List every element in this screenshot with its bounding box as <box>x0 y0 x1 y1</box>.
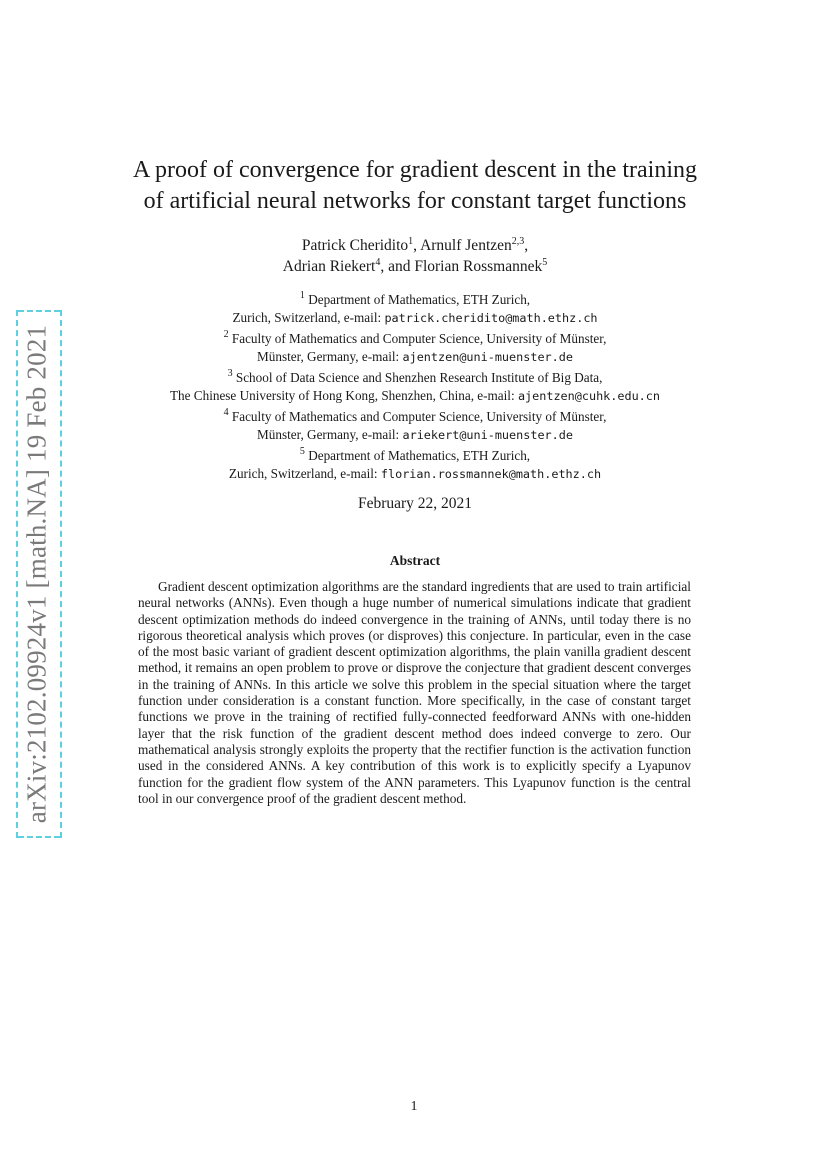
affiliation-4 <box>120 408 710 444</box>
author-separator: , <box>413 237 421 254</box>
affiliation-1 <box>120 291 710 327</box>
affiliation-number: 5 <box>299 446 305 457</box>
affiliation-location: Zurich, Switzerland, e-mail: <box>228 466 381 481</box>
affiliation-line: Faculty of Mathematics and Computer Science, University of Münster, <box>231 409 607 424</box>
affiliation-5 <box>120 447 710 483</box>
email-link[interactable]: ajentzen@uni-muenster.de <box>402 350 573 364</box>
author-affil-mark: 2,3 <box>511 236 525 247</box>
author-affil-mark: 4 <box>375 257 381 268</box>
title-line-2: of artificial neural networks for constant target functions <box>143 188 687 214</box>
email-link[interactable]: patrick.cheridito@math.ethz.ch <box>384 311 598 325</box>
author-list <box>180 235 650 277</box>
affiliation-location: Münster, Germany, e-mail: <box>257 427 403 442</box>
author-name: Florian Rossmannek <box>414 258 543 275</box>
author-name: Arnulf Jentzen <box>420 237 512 254</box>
author-affil-mark: 1 <box>408 236 414 247</box>
paper-date: February 22, 2021 <box>357 495 473 512</box>
arxiv-identifier[interactable]: arXiv:2102.09924v1 [math.NA] 19 Feb 2021 <box>21 324 52 824</box>
affiliation-2 <box>120 330 710 366</box>
title-line-1: A proof of convergence for gradient descent in the training <box>132 157 698 183</box>
affiliation-location: Zurich, Switzerland, e-mail: <box>232 310 385 325</box>
affiliation-line: School of Data Science and Shenzhen Research Institute of Big Data, <box>235 370 603 385</box>
affiliation-number: 3 <box>227 368 233 379</box>
author-line-1: Patrick Cheridito$^1$, Arnulf Jentzen$^{2,3}$, <box>301 236 529 254</box>
affiliation-number: 1 <box>299 290 305 301</box>
email-link[interactable]: ariekert@uni-muenster.de <box>402 428 573 442</box>
author-name: Adrian Riekert <box>282 258 376 275</box>
author-affil-mark: 5 <box>542 257 548 268</box>
affiliation-location: The Chinese University of Hong Kong, Shenzhen, China, e-mail: <box>170 388 518 403</box>
affiliation-line: Department of Mathematics, ETH Zurich, <box>308 448 531 463</box>
paper-title <box>120 155 710 217</box>
abstract-text: Gradient descent optimization algorithms are the standard ingredients that are used to train artificial neural networks (ANNs). Even though a huge number of numerical simulations indicate that gradient descent optimization methods do indeed convergence in the training of ANNs, until today there is no rigorous theoretical analysis which proves (or disproves) this conjecture. In particular, even in the case of the most basic variant of gradient descent optimization algorithms, the plain vanilla gradient descent method, it remains an open problem to prove or disprove the conjecture that gradient descent converges in the training of ANNs. In this article we solve this problem in the special situation where the target function under consideration is a constant function. More specifically, in the case of constant target functions we prove in the training of rectified fully-connected feedforward ANNs with one-hidden layer that the risk function of the gradient descent method does indeed converge to zero. Our mathematical analysis strongly exploits the property that the rectifier function is the activation function used in the considered ANNs. A key contribution of this work is to explicitly specify a Lyapunov function for the gradient flow system of the ANN parameters. This Lyapunov function is the central tool in our convergence proof of the gradient descent method. <box>138 579 691 806</box>
abstract-heading: Abstract <box>389 553 441 568</box>
author-separator: , and <box>380 258 415 275</box>
affiliation-number: 4 <box>223 407 229 418</box>
affiliation-line: Department of Mathematics, ETH Zurich, <box>308 292 531 307</box>
email-link[interactable]: ajentzen@cuhk.edu.cn <box>517 389 660 403</box>
author-name: Patrick Cheridito <box>301 237 409 254</box>
author-line-2 <box>180 256 650 277</box>
email-link[interactable]: florian.rossmannek@math.ethz.ch <box>380 467 602 481</box>
affiliation-location: Münster, Germany, e-mail: <box>257 349 403 364</box>
affiliation-line: Faculty of Mathematics and Computer Science, University of Münster, <box>231 331 607 346</box>
page-number: 1 <box>410 1099 418 1114</box>
affiliation-3 <box>120 369 710 405</box>
affiliation-number: 2 <box>223 329 229 340</box>
